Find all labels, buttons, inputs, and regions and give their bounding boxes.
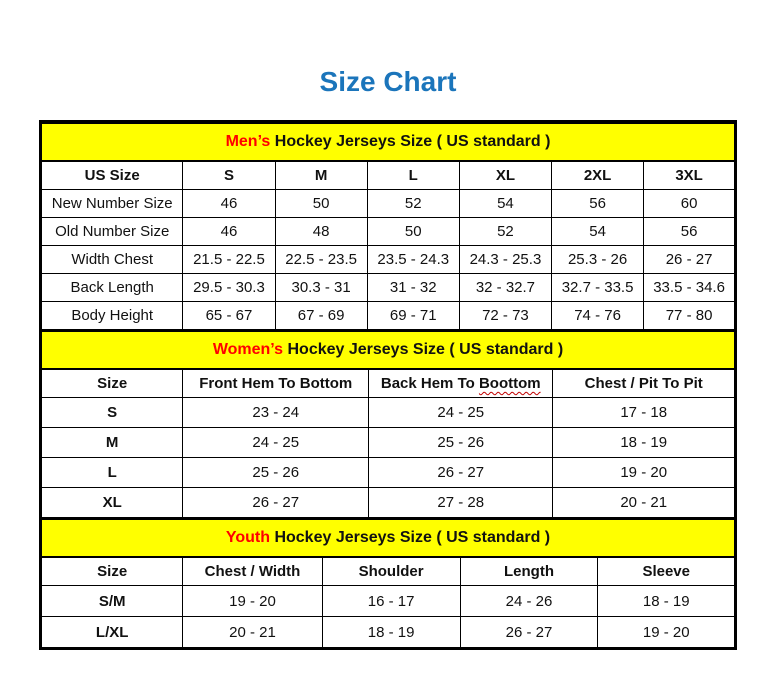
youth-header-row	[42, 557, 735, 586]
mens-section-highlight: Men’s	[225, 133, 271, 150]
size-value-cell: 18 - 19	[553, 428, 735, 458]
column-header: M	[275, 161, 367, 190]
size-value-cell: 32.7 - 33.5	[552, 274, 644, 302]
column-header: Size	[42, 369, 183, 398]
size-value-cell: 25 - 26	[369, 428, 553, 458]
mens-section-header	[42, 123, 735, 161]
size-value-cell: 19 - 20	[598, 617, 735, 648]
size-value-cell: 60	[644, 190, 735, 218]
table-row	[42, 246, 735, 274]
size-value-cell: 72 - 73	[459, 302, 551, 330]
mens-section-title: Hockey Jerseys Size ( US standard )	[270, 133, 551, 150]
column-header: US Size	[42, 161, 183, 190]
column-header: Chest / Width	[183, 557, 322, 586]
table-row	[42, 274, 735, 302]
youth-section-highlight: Youth	[225, 529, 270, 546]
column-header: Shoulder	[322, 557, 460, 586]
size-value-cell: 26 - 27	[460, 617, 598, 648]
size-value-cell: 16 - 17	[322, 586, 460, 617]
size-value-cell: 26 - 27	[369, 458, 553, 488]
size-value-cell: 74 - 76	[552, 302, 644, 330]
size-value-cell: 21.5 - 22.5	[183, 246, 275, 274]
size-value-cell: 54	[552, 218, 644, 246]
youth-section-title: Hockey Jerseys Size ( US standard )	[270, 529, 551, 546]
womens-section-header	[42, 331, 735, 369]
row-label-cell: S	[42, 398, 183, 428]
size-value-cell: 23.5 - 24.3	[367, 246, 459, 274]
size-value-cell: 54	[459, 190, 551, 218]
womens-band-row	[42, 331, 735, 369]
row-label-cell: Width Chest	[42, 246, 183, 274]
size-value-cell: 22.5 - 23.5	[275, 246, 367, 274]
column-header-text: Back Hem To	[380, 375, 479, 392]
youth-size-table	[41, 518, 735, 648]
size-value-cell: 26 - 27	[183, 488, 369, 518]
womens-section-title: Hockey Jerseys Size ( US standard )	[283, 341, 564, 358]
size-value-cell: 19 - 20	[553, 458, 735, 488]
column-header: L	[367, 161, 459, 190]
youth-section-header	[42, 519, 735, 557]
mens-header-row	[42, 161, 735, 190]
column-header: Front Hem To Bottom	[183, 369, 369, 398]
size-value-cell: 24.3 - 25.3	[459, 246, 551, 274]
size-value-cell: 32 - 32.7	[459, 274, 551, 302]
row-label-cell: XL	[42, 488, 183, 518]
table-row	[42, 398, 735, 428]
size-value-cell: 24 - 26	[460, 586, 598, 617]
size-value-cell: 65 - 67	[183, 302, 275, 330]
page-title: Size Chart	[319, 66, 457, 97]
size-value-cell: 18 - 19	[322, 617, 460, 648]
column-header: Size	[42, 557, 183, 586]
column-header: Sleeve	[598, 557, 735, 586]
column-header: Chest / Pit To Pit	[553, 369, 735, 398]
table-row	[42, 617, 735, 648]
row-label-cell: Body Height	[42, 302, 183, 330]
table-row	[42, 302, 735, 330]
column-header: 3XL	[644, 161, 735, 190]
row-label-cell: New Number Size	[42, 190, 183, 218]
mens-band-row	[42, 123, 735, 161]
size-value-cell: 30.3 - 31	[275, 274, 367, 302]
size-value-cell: 25.3 - 26	[552, 246, 644, 274]
size-value-cell: 29.5 - 30.3	[183, 274, 275, 302]
column-header	[369, 369, 553, 398]
row-label-cell: L/XL	[42, 617, 183, 648]
size-value-cell: 33.5 - 34.6	[644, 274, 735, 302]
womens-section-highlight: Women’s	[212, 341, 284, 358]
size-value-cell: 46	[183, 190, 275, 218]
size-value-cell: 17 - 18	[553, 398, 735, 428]
column-header: Length	[460, 557, 598, 586]
size-value-cell: 23 - 24	[183, 398, 369, 428]
size-value-cell: 24 - 25	[183, 428, 369, 458]
womens-size-table	[41, 330, 735, 518]
row-label-cell: Back Length	[42, 274, 183, 302]
row-label-cell: S/M	[42, 586, 183, 617]
size-value-cell: 27 - 28	[369, 488, 553, 518]
row-label-cell: M	[42, 428, 183, 458]
size-value-cell: 50	[275, 190, 367, 218]
size-value-cell: 56	[644, 218, 735, 246]
column-header: S	[183, 161, 275, 190]
column-header: XL	[459, 161, 551, 190]
size-value-cell: 31 - 32	[367, 274, 459, 302]
table-row	[42, 218, 735, 246]
size-value-cell: 48	[275, 218, 367, 246]
size-value-cell: 56	[552, 190, 644, 218]
row-label-cell: L	[42, 458, 183, 488]
size-value-cell: 18 - 19	[598, 586, 735, 617]
table-row	[42, 488, 735, 518]
size-value-cell: 52	[459, 218, 551, 246]
size-value-cell: 19 - 20	[183, 586, 322, 617]
row-label-cell: Old Number Size	[42, 218, 183, 246]
size-value-cell: 69 - 71	[367, 302, 459, 330]
table-row	[42, 190, 735, 218]
size-value-cell: 20 - 21	[183, 617, 322, 648]
size-value-cell: 25 - 26	[183, 458, 369, 488]
column-header: 2XL	[552, 161, 644, 190]
womens-header-row	[42, 369, 735, 398]
size-value-cell: 50	[367, 218, 459, 246]
table-row	[42, 586, 735, 617]
size-value-cell: 67 - 69	[275, 302, 367, 330]
youth-band-row	[42, 519, 735, 557]
size-chart	[39, 120, 737, 650]
size-value-cell: 77 - 80	[644, 302, 735, 330]
size-value-cell: 26 - 27	[644, 246, 735, 274]
size-value-cell: 46	[183, 218, 275, 246]
table-row	[42, 458, 735, 488]
misspelled-word: Boottom	[478, 375, 541, 392]
table-row	[42, 428, 735, 458]
mens-size-table	[41, 122, 735, 330]
size-value-cell: 24 - 25	[369, 398, 553, 428]
size-value-cell: 20 - 21	[553, 488, 735, 518]
size-value-cell: 52	[367, 190, 459, 218]
